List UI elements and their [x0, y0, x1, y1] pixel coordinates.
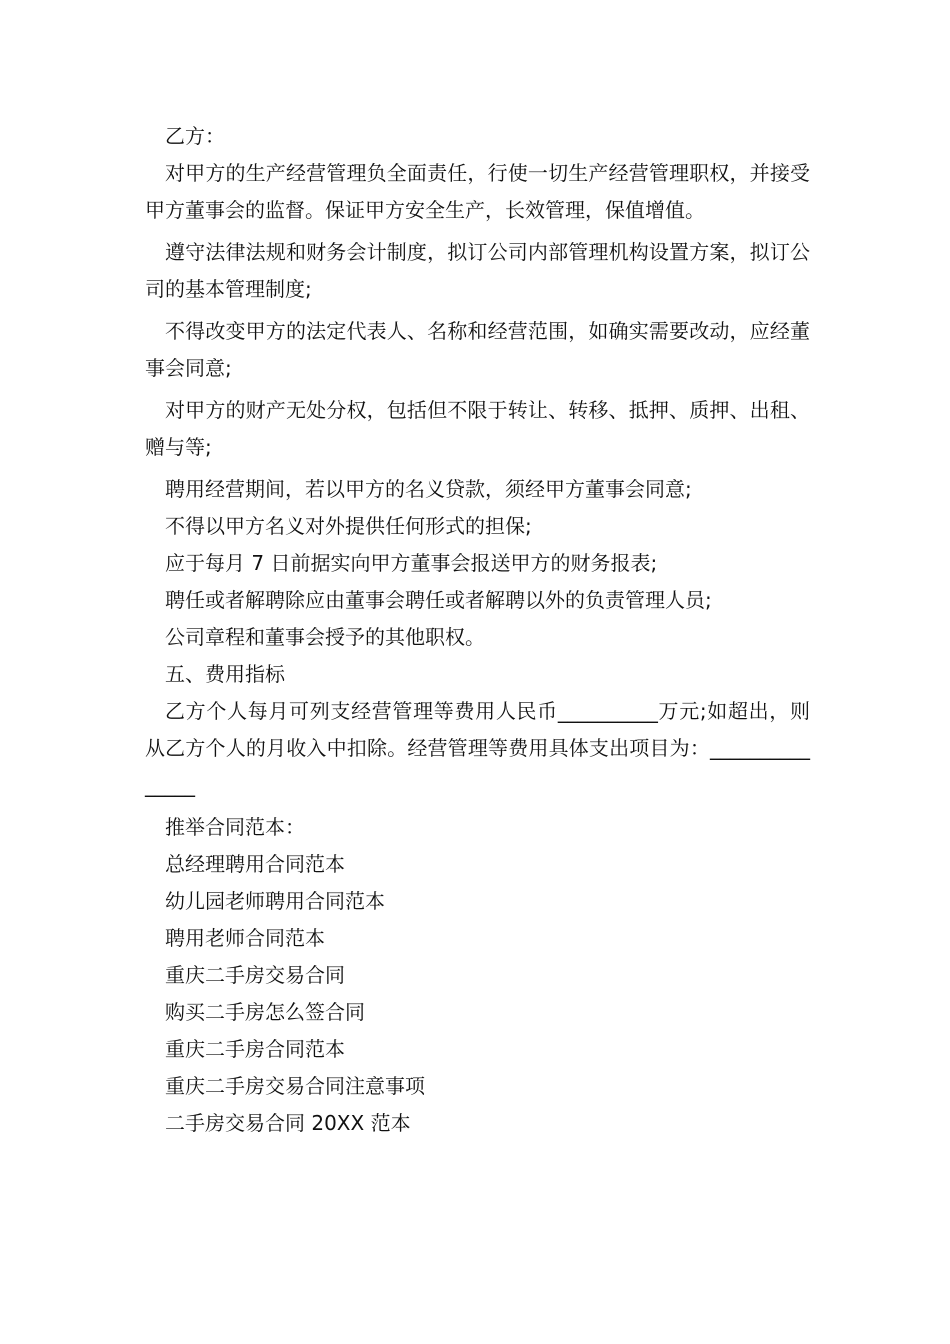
party-b-heading: 乙方：: [165, 124, 225, 148]
recommend-item: 重庆二手房交易合同注意事项: [165, 1074, 425, 1098]
paragraph: 对甲方的财产无处分权，包括但不限于转让、转移、抵押、质押、出租、赠与等;: [145, 398, 810, 459]
recommend-item: 重庆二手房交易合同: [165, 963, 345, 987]
recommend-item: 总经理聘用合同范本: [165, 852, 345, 876]
recommend-heading: 推举合同范本：: [165, 815, 305, 839]
paragraph: 对甲方的生产经营管理负全面责任，行使一切生产经营管理职权，并接受甲方董事会的监督。保证甲方安全生产，长效管理，保值增值。: [145, 161, 810, 222]
recommend-item: 重庆二手房合同范本: [165, 1037, 345, 1061]
paragraph: 聘任或者解聘除应由董事会聘任或者解聘以外的负责管理人员;: [165, 588, 712, 612]
recommend-item: 聘用老师合同范本: [165, 926, 325, 950]
section-five-heading: 五、费用指标: [165, 662, 285, 686]
expense-paragraph: 乙方个人每月可列支经营管理等费用人民币__________万元;如超出，则从乙方个人的月收入中扣除。经营管理等费用具体支出项目为：_______________: [145, 699, 810, 797]
paragraph: 聘用经营期间，若以甲方的名义贷款，须经甲方董事会同意;: [165, 477, 692, 501]
recommend-item: 二手房交易合同 20XX 范本: [165, 1111, 411, 1135]
paragraph: 公司章程和董事会授予的其他职权。: [165, 625, 485, 649]
paragraph: 不得以甲方名义对外提供任何形式的担保;: [165, 514, 532, 538]
paragraph: 应于每月 7 日前据实向甲方董事会报送甲方的财务报表;: [165, 551, 658, 575]
document-body: [145, 118, 810, 1142]
recommend-item: 购买二手房怎么签合同: [165, 1000, 365, 1024]
paragraph: 不得改变甲方的法定代表人、名称和经营范围，如确实需要改动，应经董事会同意;: [145, 319, 810, 380]
paragraph: 遵守法律法规和财务会计制度，拟订公司内部管理机构设置方案，拟订公司的基本管理制度;: [145, 240, 810, 301]
recommend-item: 幼儿园老师聘用合同范本: [165, 889, 385, 913]
